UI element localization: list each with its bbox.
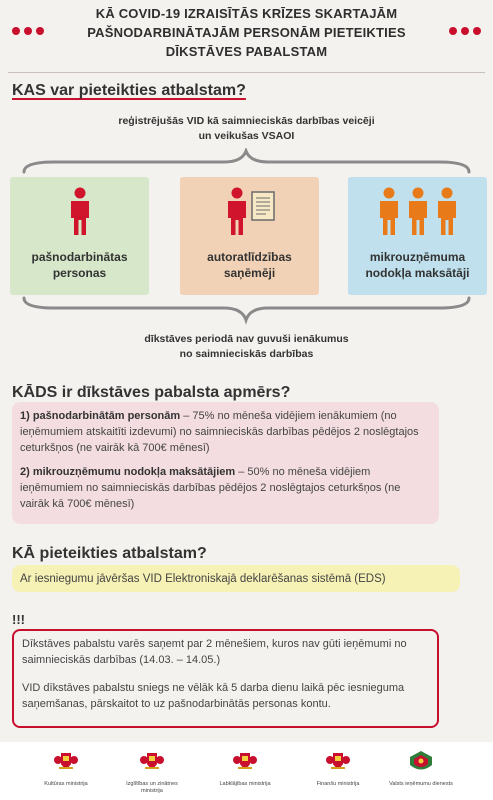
notice-paragraph-1: Dīkstāves pabalstu varēs saņemt par 2 mēnešiem, kuros nav gūti ieņēmumi no saimnieciskās darbības (14.03. – 14.05.)	[22, 638, 407, 666]
decorative-dots-right	[449, 27, 481, 35]
card-label-line-1: autoratlīdzības	[207, 250, 292, 264]
person-icon	[10, 187, 149, 237]
logo-education-ministry	[117, 750, 187, 795]
group-icon	[348, 187, 487, 237]
card-label-line-2: nodokļa maksātāji	[365, 266, 470, 280]
notice-marker: !!!	[12, 612, 25, 627]
card-self-employed	[10, 177, 149, 295]
card-label-line-2: personas	[52, 266, 107, 280]
header-divider	[8, 72, 485, 73]
how-panel	[12, 565, 460, 592]
logo-welfare-ministry	[210, 750, 280, 788]
card-royalty-recipients-label	[180, 249, 319, 281]
title-line-1: KĀ COVID-19 IZRAISĪTĀS KRĪZES SKARTAJĀM	[95, 6, 398, 21]
card-royalty-recipients	[180, 177, 319, 295]
decorative-dots-left	[12, 27, 44, 35]
logo-state-revenue-service-name: Valsts ieņēmumu dienests	[389, 781, 453, 787]
notice-paragraph-2: VID dīkstāves pabalstu sniegs ne vēlāk kā 5 darba dienu laikā pēc iesnieguma saņemšanas, pārskaitot to uz pašnodarbinātās personas kontu.	[22, 682, 405, 710]
card-label-line-1: mikrouzņēmuma	[369, 250, 466, 264]
amount-panel	[12, 402, 439, 524]
amount-item-2	[20, 464, 431, 512]
how-text: Ar iesniegumu jāvēršas VID Elektroniskajā deklarēšanas sistēmā (EDS)	[20, 573, 386, 585]
logo-finance-ministry-name: Finanšu ministrija	[316, 781, 360, 787]
card-microenterprise-taxpayers	[348, 177, 487, 295]
who-bottom-caption-line-1: dīkstāves periodā nav guvuši ienākumus	[144, 333, 349, 345]
how-heading: KĀ pieteikties atbalstam?	[12, 545, 207, 562]
logo-finance-ministry	[303, 750, 373, 788]
amount-item-1-bold: 1) pašnodarbinātām personām	[20, 410, 181, 422]
notice-panel	[12, 629, 439, 728]
person-with-document-icon	[180, 187, 319, 237]
bottom-brace	[14, 296, 479, 326]
card-label-line-2: saņēmēji	[223, 266, 276, 280]
card-label-line-1: pašnodarbinātas	[31, 250, 128, 264]
coat-of-arms-icon	[53, 750, 79, 774]
header	[0, 0, 493, 68]
amount-item-1	[20, 408, 431, 456]
who-heading: KAS var pieteikties atbalstam?	[12, 82, 246, 99]
card-microenterprise-taxpayers-label	[348, 249, 487, 281]
logo-welfare-ministry-name: Labklājības ministrija	[219, 781, 271, 787]
amount-item-2-bold: 2) mikrouzņēmumu nodokļa maksātājiem	[20, 466, 236, 478]
logo-education-ministry-name: Izglītības un zinātnes ministrija	[126, 781, 178, 794]
coat-of-arms-icon	[325, 750, 351, 774]
who-top-caption-line-2: un veikušas VSAOI	[198, 130, 295, 142]
who-top-caption	[60, 114, 433, 144]
card-self-employed-label	[10, 249, 149, 281]
who-bottom-caption-line-2: no saimnieciskās darbības	[179, 348, 314, 360]
title-line-2: PAŠNODARBINĀTAJĀM PERSONĀM PIETEIKTIES	[87, 25, 406, 40]
footer	[0, 742, 493, 800]
who-top-caption-line-1: reģistrējušās VID kā saimnieciskās darbības veicēji	[118, 115, 375, 127]
amount-item-2-text: – 50% no mēneša vidējiem ieņēmumiem no saimnieciskās darbības pēdējos 2 noslēgtajos ceturkšņos (ne vairāk kā 700€ mēnesī)	[20, 466, 401, 510]
who-bottom-caption	[60, 332, 433, 362]
amount-item-1-text: – 75% no mēneša vidējiem ienākumiem (no ieņēmumiem atskaitīti izdevumi) no saimnieciskās darbības pēdējos 2 noslēgtajos ceturkšņos (ne vairāk kā 700€ mēnesī)	[20, 410, 419, 454]
logo-state-revenue-service	[386, 750, 456, 788]
top-brace	[14, 148, 479, 174]
page-title	[60, 4, 433, 61]
coat-of-arms-icon	[139, 750, 165, 774]
coat-of-arms-icon	[232, 750, 258, 774]
logo-culture-ministry	[31, 750, 101, 788]
vid-emblem-icon	[408, 750, 434, 774]
amount-heading: KĀDS ir dīkstāves pabalsta apmērs?	[12, 384, 291, 401]
logo-culture-ministry-name: Kultūras ministrija	[44, 781, 88, 787]
title-line-3: DĪKSTĀVES PABALSTAM	[165, 44, 328, 59]
